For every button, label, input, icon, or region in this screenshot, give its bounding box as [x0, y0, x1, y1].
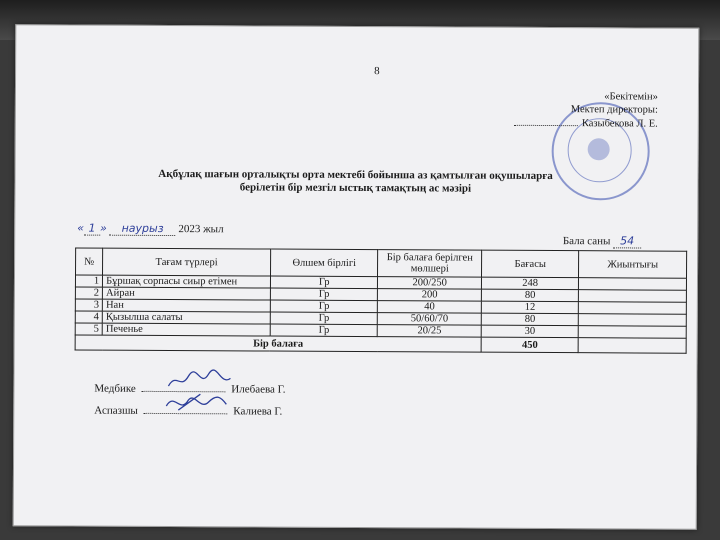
- row-portion: 200: [378, 289, 482, 302]
- row-price: 80: [481, 313, 579, 326]
- row-unit: Гр: [270, 288, 378, 301]
- row-unit: Гр: [270, 276, 378, 289]
- row-portion: 40: [378, 301, 482, 314]
- row-dish: Айран: [103, 287, 271, 300]
- approval-position: Мектеп директоры:: [570, 104, 658, 116]
- date-line: [77, 222, 223, 237]
- date-day: 1: [84, 222, 100, 236]
- director-name: Казыбекова Л. Е.: [581, 118, 658, 130]
- row-dish: Бұршақ сорпасы сиыр етімен: [103, 275, 271, 288]
- row-num: 1: [75, 275, 102, 287]
- row-total: [579, 302, 687, 315]
- row-total: [579, 326, 687, 339]
- row-price: 248: [481, 277, 579, 290]
- signature-role: Медбике: [94, 382, 136, 395]
- row-portion: 50/60/70: [378, 313, 482, 326]
- signature-cook: [94, 400, 285, 423]
- row-dish: Печенье: [102, 323, 270, 336]
- approval-heading: «Бекітемін»: [604, 91, 658, 103]
- page-number: 8: [374, 65, 380, 78]
- children-count-label: Бала саны: [562, 235, 611, 248]
- row-unit: Гр: [270, 312, 378, 325]
- document-title: [75, 168, 635, 197]
- row-num: 3: [75, 299, 102, 311]
- row-unit: Гр: [270, 324, 378, 337]
- children-count-value: 54: [613, 234, 641, 248]
- total-label: Бір балаға: [75, 335, 481, 352]
- title-line-1: Ақбұлақ шағын орталықты орта мектебі бойынша аз қамтылған оқушыларға: [158, 167, 553, 183]
- table-header-row: [76, 248, 687, 278]
- row-dish: Нан: [102, 299, 270, 312]
- date-month: наурыз: [110, 222, 176, 236]
- header-dish: Тағам түрлері: [103, 248, 271, 276]
- row-price: 80: [481, 289, 579, 302]
- row-portion: 20/25: [378, 325, 482, 338]
- row-total: [579, 290, 687, 303]
- handwritten-signature-icon: [160, 390, 230, 416]
- row-total: [579, 278, 687, 291]
- total-price: 450: [481, 337, 579, 353]
- date-year: 2023 жыл: [178, 223, 224, 236]
- document-page: [13, 24, 700, 530]
- row-num: 5: [75, 323, 102, 335]
- header-portion: Бір балаға берілген мөлшері: [378, 250, 482, 278]
- row-num: 2: [75, 287, 102, 299]
- header-unit: Өлшем бірлігі: [270, 249, 378, 277]
- approval-director-line: [514, 116, 658, 131]
- row-num: 4: [75, 311, 102, 323]
- menu-table: [75, 248, 688, 354]
- signatures-block: [94, 378, 285, 423]
- date-open-quote: «: [77, 221, 85, 235]
- row-price: 30: [481, 325, 579, 338]
- stamp-emblem: [588, 138, 610, 160]
- children-count: [563, 234, 641, 248]
- date-close-quote: »: [100, 221, 107, 235]
- header-total: Жиынтығы: [579, 251, 687, 279]
- total-sum: [579, 338, 687, 354]
- approval-block: [514, 90, 658, 131]
- handwritten-signature-icon: [164, 368, 234, 392]
- header-price: Бағасы: [481, 250, 579, 278]
- row-unit: Гр: [270, 300, 378, 313]
- title-line-2: берілетін бір мезгіл ыстық тамақтың ас мәзірі: [239, 181, 472, 195]
- row-portion: 200/250: [378, 277, 482, 290]
- signature-name: Илебаева Г.: [231, 383, 286, 396]
- signature-name: Калиева Г.: [233, 405, 283, 418]
- row-total: [579, 314, 687, 327]
- table-total-row: [75, 335, 686, 353]
- row-price: 12: [481, 301, 579, 314]
- header-num: №: [76, 248, 103, 275]
- signature-role: Аспазшы: [94, 404, 138, 417]
- director-signature-line: [514, 116, 578, 126]
- row-dish: Қызылша салаты: [102, 311, 270, 324]
